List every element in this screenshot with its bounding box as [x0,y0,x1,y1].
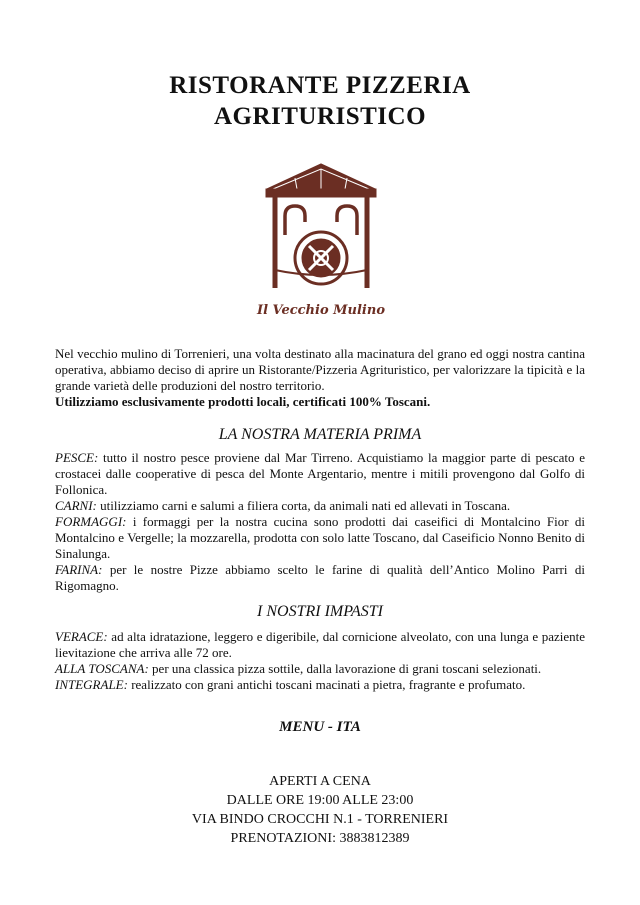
impasti-item-toscana [55,661,585,677]
address: VIA BINDO CROCCHI N.1 - TORRENIERI [191,812,449,827]
mill-pavilion-icon [267,165,375,288]
logo-text: Il Vecchio Mulino [257,303,385,318]
materia-label: FORMAGGI: [55,514,127,529]
impasti-heading: I NOSTRI IMPASTI [257,603,383,620]
materia-item-farina [55,562,585,594]
impasti-item-integrale [55,677,585,693]
intro-paragraph [55,346,585,410]
restaurant-logo [255,160,387,320]
materia-label: PESCE: [55,450,99,465]
materia-item-formaggi [55,514,585,562]
reservations-phone: PRENOTAZIONI: 3883812389 [230,831,410,846]
impasti-text: per una classica pizza sottile, dalla lavorazione di grani toscani selezionati. [148,661,542,676]
materia-text: i formaggi per la nostra cucina sono prodotti dai caseifici di Montalcino Fior di Montalcino e Vergelle; la mozzarella, prodotta con solo latte Toscano, dal Caseificio Nonno Benito di Sinalunga. [55,514,585,561]
materia-heading: LA NOSTRA MATERIA PRIMA [218,426,422,443]
menu-label: MENU - ITA [279,719,361,735]
materia-label: CARNI: [55,498,97,513]
materia-item-pesce [55,450,585,498]
materia-label: FARINA: [55,562,103,577]
intro-bold-text: Utilizziamo esclusivamente prodotti locali, certificati 100% Toscani. [55,394,431,409]
opening-info: APERTI A CENA [269,774,371,789]
materia-text: tutto il nostro pesce proviene dal Mar Tirreno. Acquistiamo la maggior parte di pescato e crostacei dalle cooperative di pesca del Monte Argentario, mentre i mitili provengono dal Golfo di Follonica. [55,450,585,497]
materia-section [55,450,585,594]
opening-hours: DALLE ORE 19:00 ALLE 23:00 [226,793,414,808]
impasti-label: VERACE: [55,629,108,644]
title-line-1: RISTORANTE PIZZERIA [169,72,471,99]
title-line-2: AGRITURISTICO [213,103,427,130]
impasti-item-verace [55,629,585,661]
materia-item-carni [55,498,585,514]
materia-text: utilizziamo carni e salumi a filiera corta, da animali nati ed allevati in Toscana. [96,498,511,513]
impasti-label: INTEGRALE: [55,677,128,692]
materia-text: per le nostre Pizze abbiamo scelto le farine di qualità dell’Antico Molino Parri di Rigomagno. [55,562,585,593]
impasti-section [55,629,585,693]
impasti-text: realizzato con grani antichi toscani macinati a pietra, fragrante e profumato. [127,677,526,692]
intro-text: Nel vecchio mulino di Torrenieri, una volta destinato alla macinatura del grano ed oggi nostra cantina operativa, abbiamo deciso di aprire un Ristorante/Pizzeria Agrituristico, per valorizzare la tipicità e la grande varietà delle produzioni del nostro territorio. [55,346,585,393]
impasti-label: ALLA TOSCANA: [55,661,149,676]
impasti-text: ad alta idratazione, leggero e digeribile, dal cornicione alveolato, con una lunga e paziente lievitazione che arriva alle 72 ore. [55,629,585,660]
